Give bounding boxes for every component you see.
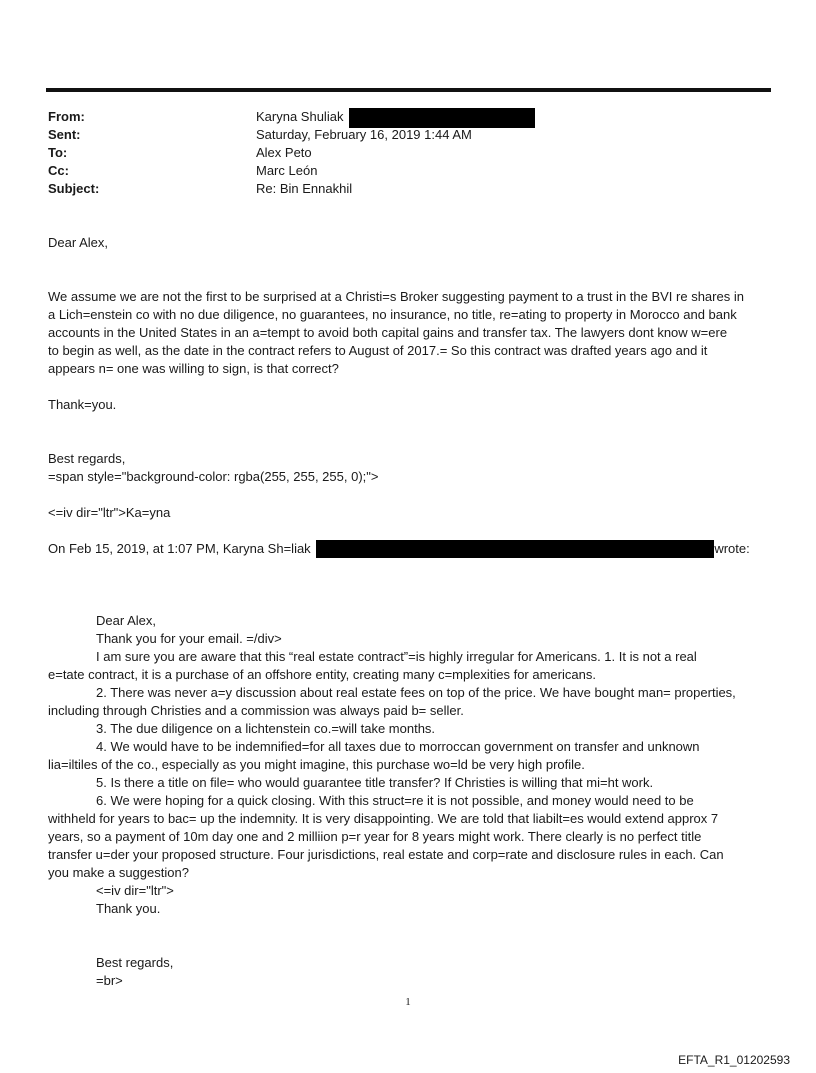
cc-value: Marc León	[256, 163, 318, 178]
quoted-best-regards: Best regards,	[96, 955, 174, 970]
from-label: From:	[48, 109, 85, 124]
quoted-line: years, so a payment of 10m day one and 2 milliion p=r year for 8 years might work. There clearly is no perfect title	[48, 829, 702, 844]
paragraph-line: accounts in the United States in an a=tempt to avoid both capital gains and transfer tax. The lawyers dont know w=ere	[48, 325, 728, 340]
paragraph-line: a Lich=enstein co with no due diligence, no guarantees, no insurance, no title, re=ating to property in Morocco and bank	[48, 307, 737, 322]
quoted-thank-email: Thank you for your email. =/div>	[96, 631, 282, 646]
cc-row	[48, 162, 748, 180]
quoted-thank-you: Thank you.	[96, 901, 161, 916]
quoted-line: transfer u=der your proposed structure. Four jurisdictions, real estate and corp=rate and disclosure rules in each. Can	[48, 847, 724, 862]
quoted-line: withheld for years to bac= up the indemnity. It is very disappointing. We are told that liabilt=es would extend approx 7	[48, 811, 719, 826]
cc-label: Cc:	[48, 163, 69, 178]
quote-intro-end: wrote:	[714, 541, 750, 556]
sent-value: Saturday, February 16, 2019 1:44 AM	[256, 127, 472, 142]
quoted-line: you make a suggestion?	[48, 865, 189, 880]
sent-row	[48, 126, 748, 144]
quote-intro	[48, 540, 778, 558]
to-value: Alex Peto	[256, 145, 312, 160]
to-label: To:	[48, 145, 68, 160]
from-row	[48, 108, 748, 126]
div-markup-line: <=iv dir="ltr">Ka=yna	[48, 505, 171, 520]
quote-intro-start: On Feb 15, 2019, at 1:07 PM, Karyna Sh=liak	[48, 541, 311, 556]
paragraph-line: appears n= one was willing to sign, is that correct?	[48, 361, 339, 376]
best-regards: Best regards,	[48, 451, 126, 466]
quoted-greeting: Dear Alex,	[96, 613, 156, 628]
quoted-div-markup: <=iv dir="ltr">	[96, 883, 174, 898]
quoted-line: lia=iltiles of the co., especially as you might imagine, this purchase wo=ld be very high profile.	[48, 757, 585, 772]
from-value	[256, 108, 535, 128]
sent-label: Sent:	[48, 127, 81, 142]
page-number: 1	[405, 996, 411, 1008]
quoted-line: I am sure you are aware that this “real estate contract”=is highly irregular for Americans. 1. It is not a real	[96, 649, 697, 664]
from-name: Karyna Shuliak	[256, 109, 344, 124]
quoted-line: 6. We were hoping for a quick closing. With this struct=re it is not possible, and money would need to be	[96, 793, 694, 808]
subject-label: Subject:	[48, 181, 100, 196]
document-id: EFTA_R1_01202593	[678, 1053, 790, 1067]
thanks-line: Thank=you.	[48, 397, 117, 412]
to-row	[48, 144, 748, 162]
subject-row	[48, 180, 748, 198]
quoted-br-markup: =br>	[96, 973, 123, 988]
header-rule	[46, 88, 771, 92]
redaction-box	[316, 540, 714, 558]
quoted-line: 3. The due diligence on a lichtenstein co.=will take months.	[96, 721, 436, 736]
quoted-line: 2. There was never a=y discussion about real estate fees on top of the price. We have bought man= properties,	[96, 685, 736, 700]
redaction-box	[349, 108, 535, 128]
span-markup-line: =span style="background-color: rgba(255, 255, 255, 0);">	[48, 469, 379, 484]
quoted-line: including through Christies and a commission was always paid b= seller.	[48, 703, 464, 718]
paragraph-line: We assume we are not the first to be surprised at a Christi=s Broker suggesting payment to a trust in the BVI re shares in	[48, 289, 744, 304]
paragraph-line: to begin as well, as the date in the contract refers to August of 2017.= So this contract was drafted years ago and it	[48, 343, 708, 358]
quoted-line: 5. Is there a title on file= who would guarantee title transfer? If Christies is willing that mi=ht work.	[96, 775, 654, 790]
quoted-line: e=tate contract, it is a purchase of an offshore entity, creating many c=mplexities for americans.	[48, 667, 596, 682]
subject-value: Re: Bin Ennakhil	[256, 181, 353, 196]
greeting: Dear Alex,	[48, 235, 108, 250]
quoted-line: 4. We would have to be indemnified=for all taxes due to morroccan government on transfer and unknown	[96, 739, 700, 754]
